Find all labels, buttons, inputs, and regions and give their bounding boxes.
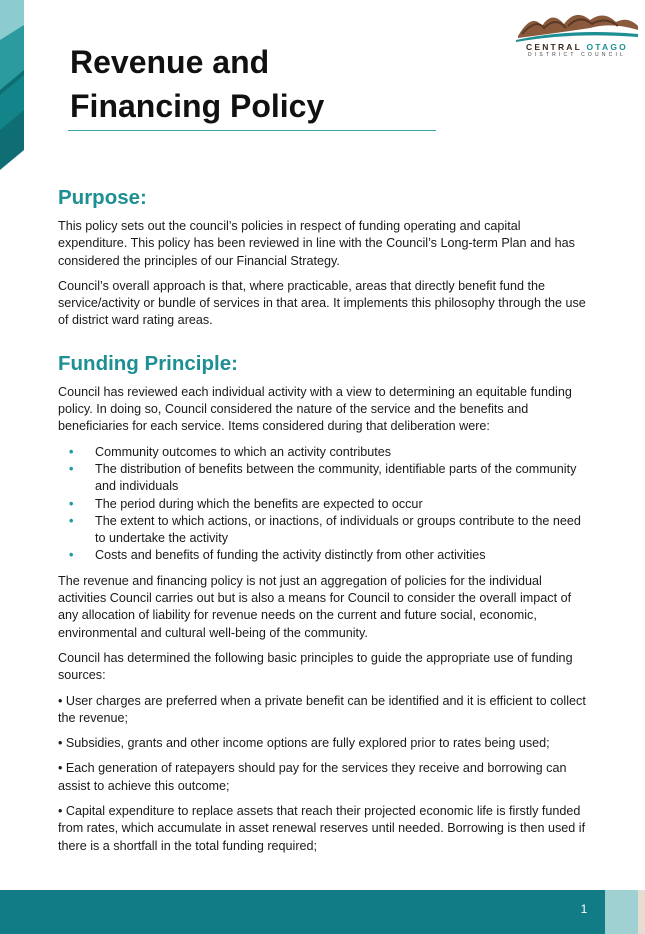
- list-item: • Costs and benefits of funding the activity distinctly from other activities: [58, 547, 588, 564]
- considerations-list: [58, 444, 588, 565]
- footer-accent: [605, 890, 638, 934]
- left-decorative-band: [0, 0, 24, 170]
- list-item: • The period during which the benefits are expected to occur: [58, 496, 588, 513]
- principles-intro-paragraph: Council has determined the following basic principles to guide the appropriate use of funding sources:: [58, 650, 573, 683]
- title-line-1: Revenue and: [70, 44, 270, 80]
- list-item: • Community outcomes to which an activity contributes: [58, 444, 588, 461]
- principle-generations: • Each generation of ratepayers should pay for the services they receive and borrowing can assist to achieve this outcome;: [58, 761, 567, 793]
- logo-text: [514, 42, 640, 59]
- footer-bar: [0, 890, 605, 934]
- purpose-paragraph-1: This policy sets out the council’s policies in respect of funding operating and capital expenditure. This policy has been reviewed in line with the Council’s Long-term Plan and has considered the principles of our Financial Strategy.: [58, 219, 575, 268]
- purpose-paragraph-2: Council’s overall approach is that, where practicable, areas that directly benefit fund the service/activity or bundle of services in that area. It implements this philosophy through the use of district ward rating areas.: [58, 278, 586, 328]
- aggregation-paragraph: The revenue and financing policy is not just an aggregation of policies for the individual activities Council carries out but is also a means for Council to consider the overall impact of any allocation of liability for revenue needs on the current and future social, economic, environmental and cultural well-being of the community.: [58, 573, 572, 640]
- footer-edge: [638, 890, 645, 934]
- logo-subtitle: DISTRICT COUNCIL: [527, 52, 627, 58]
- page-number: 1: [580, 902, 588, 916]
- funding-principle-heading: Funding Principle:: [58, 351, 238, 375]
- bullet-icon: •: [69, 461, 74, 476]
- principle-user-charges: • User charges are preferred when a private benefit can be identified and it is efficient to collect the revenue;: [58, 693, 586, 725]
- list-item: • The distribution of benefits between the community, identifiable parts of the community and individuals: [69, 461, 577, 494]
- principle-capital-expenditure: • Capital expenditure to replace assets that reach their projected economic life is firstly funded from rates, which accumulate in asset renewal reserves until needed. Borrowing is then used if there is a shortfall in the total funding required;: [58, 804, 586, 853]
- purpose-heading: Purpose:: [58, 186, 147, 209]
- bullet-icon: •: [69, 496, 74, 511]
- title-line-2: Financing Policy: [70, 88, 325, 124]
- logo-wordmark: CENTRAL OTAGO: [526, 42, 628, 52]
- title-divider: [68, 130, 436, 131]
- list-item: • The extent to which actions, or inactions, of individuals or groups contribute to the need to undertake the activity: [69, 513, 581, 546]
- page-title: [70, 40, 324, 128]
- bullet-icon: •: [69, 513, 74, 528]
- principle-subsidies: • Subsidies, grants and other income options are fully explored prior to rates being used;: [58, 736, 550, 751]
- bullet-icon: •: [69, 444, 74, 459]
- document-body: [58, 184, 588, 863]
- funding-intro-paragraph: Council has reviewed each individual activity with a view to determining an equitable funding policy. In doing so, Council considered the nature of the service and the benefits and beneficiaries for each service. Items considered during that deliberation were:: [58, 384, 572, 434]
- bullet-icon: •: [69, 548, 74, 563]
